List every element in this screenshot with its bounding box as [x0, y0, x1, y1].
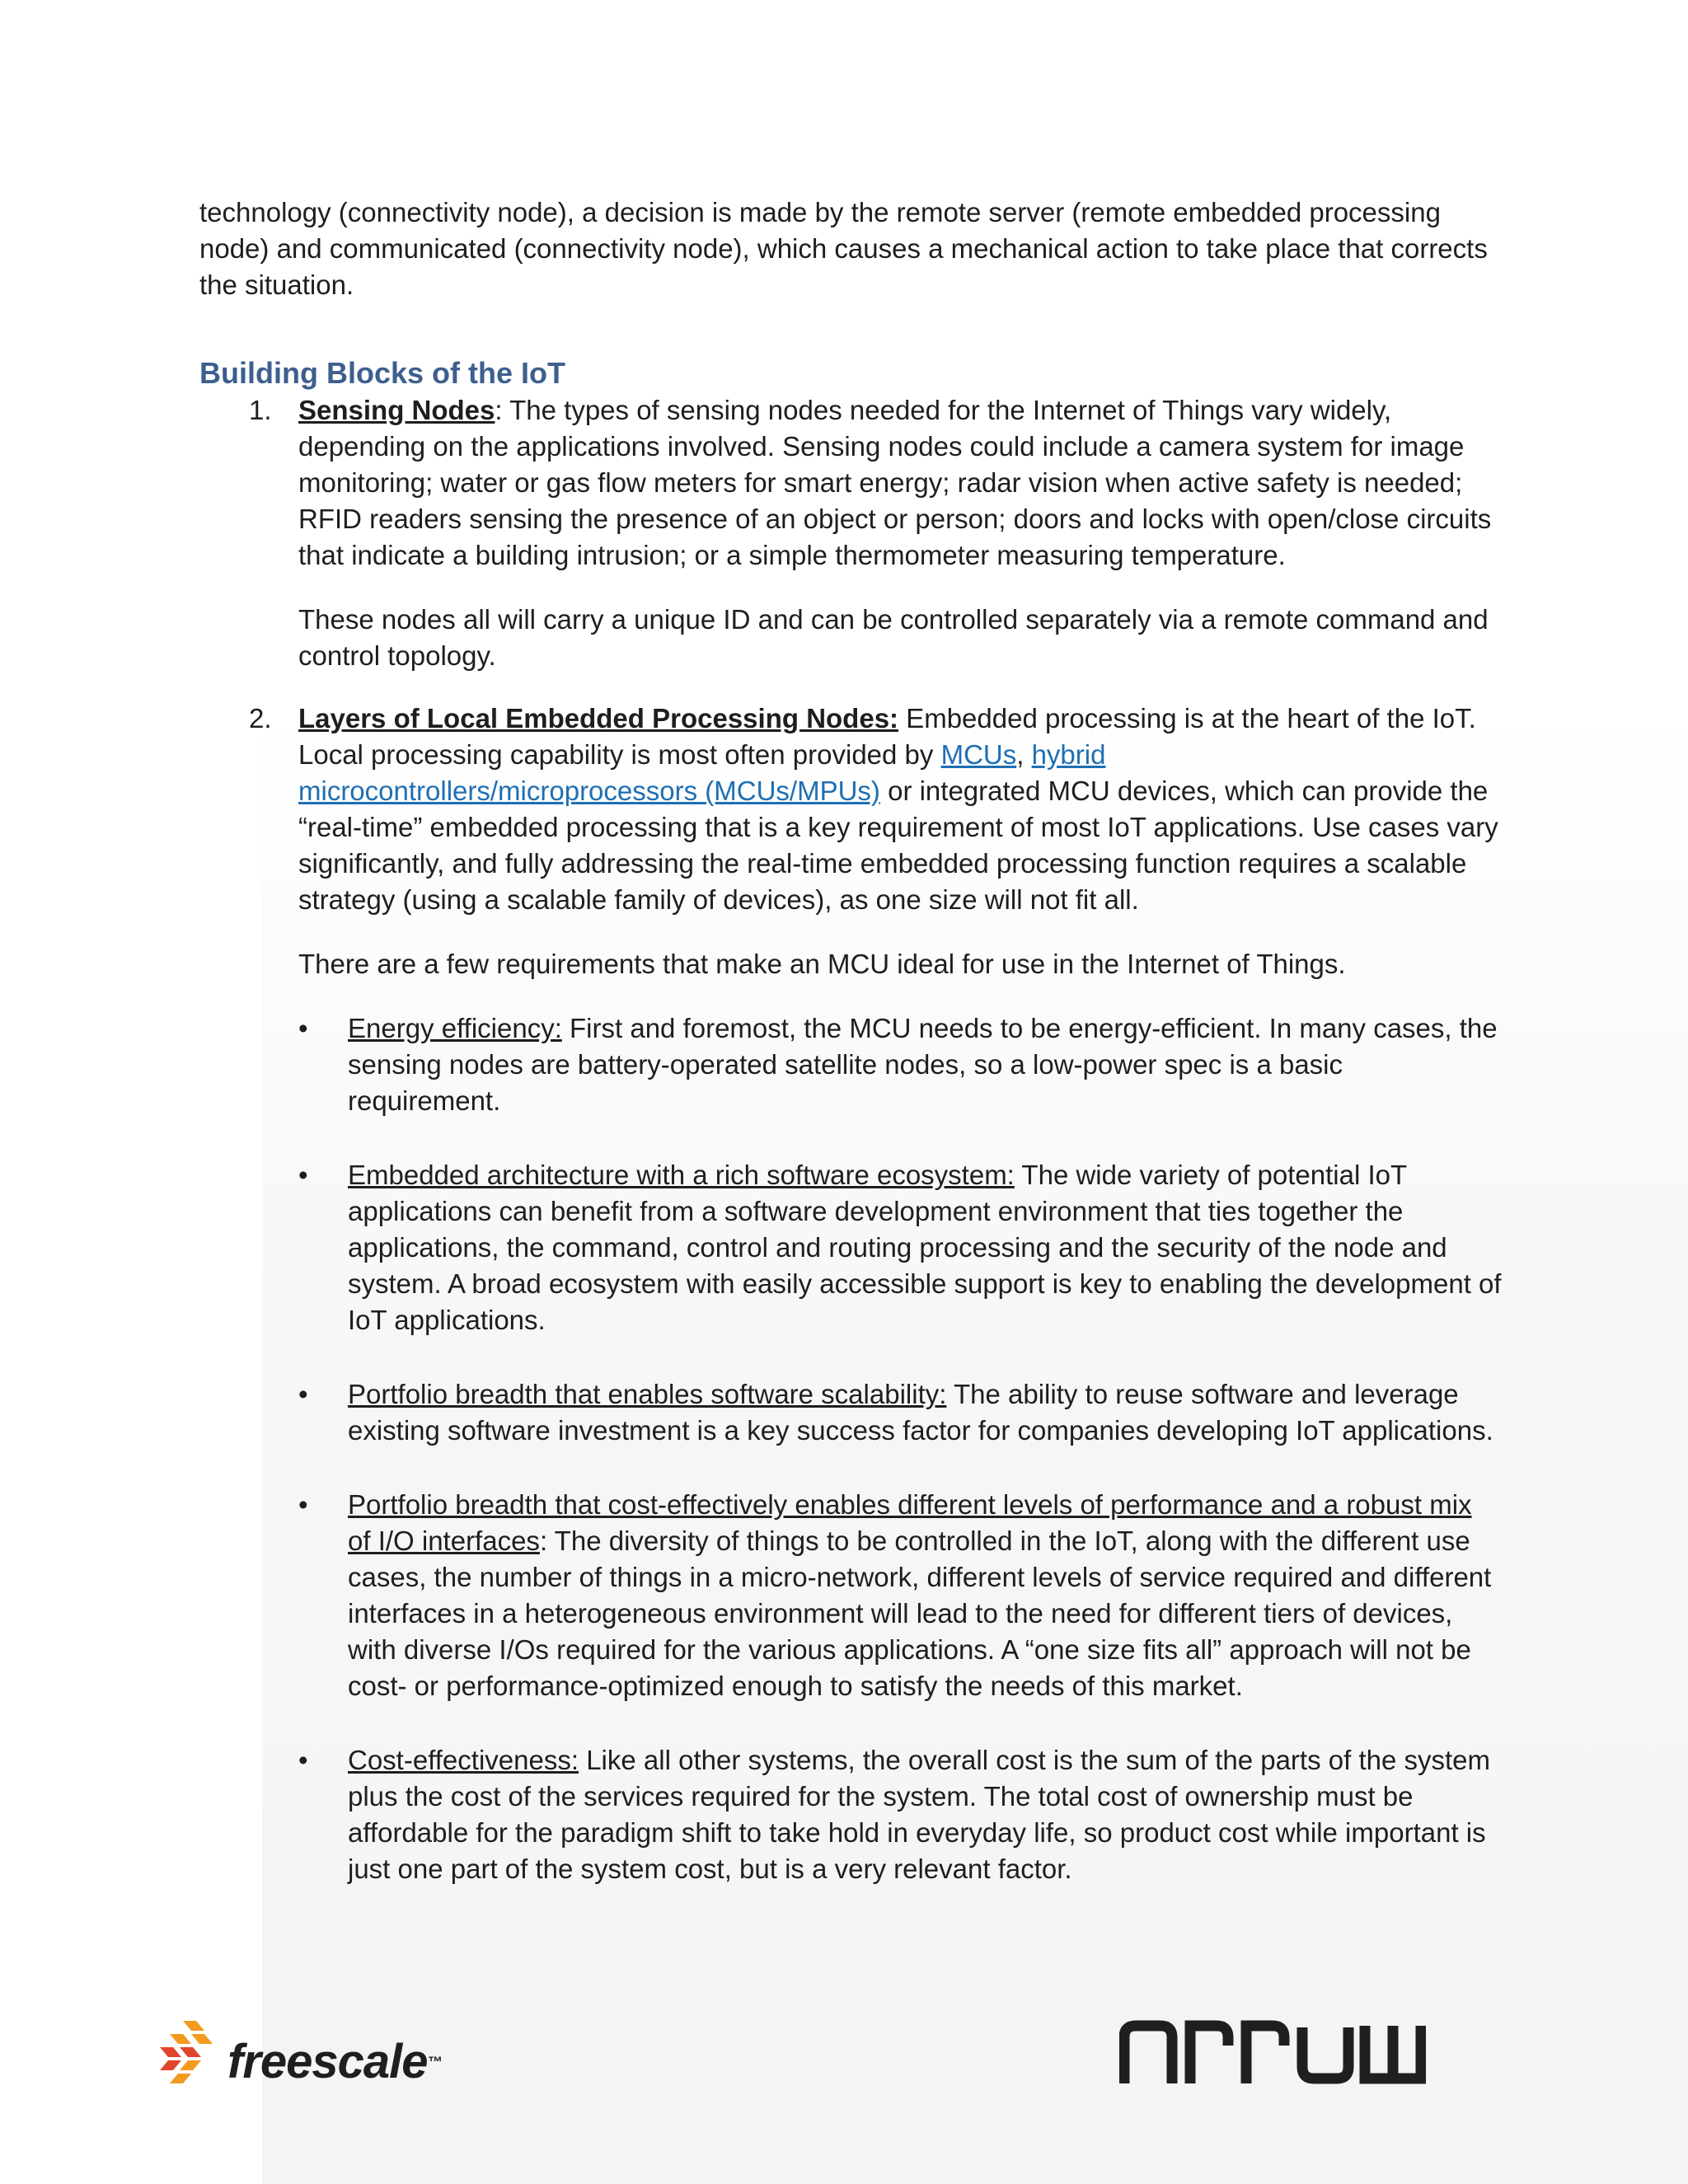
bullet-text: Like all other systems, the overall cost is the sum of the parts of the system plus the cost of the services required for the system. The total cost of ownership must be affordable for the paradigm shift to take hold in everyday life, so product cost while important is just one part of the system cost, but is a very relevant factor. — [348, 1745, 1490, 1884]
bullet-icon: • — [298, 1160, 308, 1190]
list-number: 2. — [249, 703, 272, 733]
freescale-wordmark: freescale™ — [227, 2035, 442, 2088]
bullet-text: : The diversity of things to be controlled in the IoT, along with the different use cases, the number of things in a micro-network, different levels of service required and different interfaces in a heterogeneous environment will lead to the need for different tiers of devices, with diverse I/Os required for the various applications. A “one size fits all” approach will not be cost- or performance-optimized enough to satisfy the needs of this market. — [348, 1526, 1492, 1701]
bullet-item — [298, 1742, 1502, 1887]
embedded-processing-text-a: Embedded processing is at the heart of the IoT. Local processing capability is most often provided by — [298, 703, 1476, 770]
bullet-term: Embedded architecture with a rich software ecosystem: — [348, 1160, 1015, 1190]
bullet-icon: • — [298, 1489, 308, 1520]
embedded-processing-term: Layers of Local Embedded Processing Nodes: — [298, 703, 899, 733]
bullet-text: First and foremost, the MCU needs to be energy-efficient. In many cases, the sensing nodes are battery-operated satellite nodes, so a low-power spec is a basic requirement. — [348, 1013, 1498, 1116]
sensing-nodes-paragraph-2: These nodes all will carry a unique ID and can be controlled separately via a remote command and control topology. — [298, 604, 1489, 671]
bullet-text: The wide variety of potential IoT applications can benefit from a software development environment that ties together the applications, the command, control and routing processing and the security of the node and system. A broad ecosystem with easily accessible support is key to enabling the development of IoT applications. — [348, 1160, 1502, 1335]
sensing-nodes-text: : The types of sensing nodes needed for the Internet of Things vary widely, depending on the applications involved. Sensing nodes could include a camera system for image monitoring; water or gas flow meters for smart energy; radar vision when active safety is needed; RFID readers sensing the presence of an object or person; doors and locks with open/close circuits that indicate a building intrusion; or a simple thermometer measuring temperature. — [298, 395, 1492, 570]
freescale-chevron-icon — [158, 2019, 232, 2102]
sensing-nodes-term: Sensing Nodes — [298, 395, 495, 425]
bullet-term: Cost-effectiveness: — [348, 1745, 579, 1775]
bullet-item — [298, 1487, 1502, 1704]
bullet-text: The ability to reuse software and leverage existing software investment is a key success factor for companies developing IoT applications. — [348, 1379, 1493, 1446]
bullet-item — [298, 1157, 1502, 1338]
sensing-nodes-paragraph — [298, 392, 1502, 574]
requirements-bullet-list — [298, 1010, 1502, 1887]
section-heading: Building Blocks of the IoT — [199, 356, 565, 390]
embedded-processing-text-b: or integrated MCU devices, which can provide the “real-time” embedded processing that is a key requirement of most IoT applications. Use cases vary significantly, and fully addressing the real-time embedded processing function requires a scalable strategy (using a scalable family of devices), as one size will not fit all. — [298, 776, 1498, 915]
list-number: 1. — [249, 395, 272, 425]
mcu-requirements-intro: There are a few requirements that make an MCU ideal for use in the Internet of Things. — [298, 949, 1346, 979]
bullet-icon: • — [298, 1013, 308, 1043]
bullet-term: Portfolio breadth that enables software scalability: — [348, 1379, 947, 1409]
list-item-sensing-nodes — [199, 392, 1502, 674]
document-body — [199, 194, 1502, 1887]
intro-paragraph: technology (connectivity node), a decision is made by the remote server (remote embedded processing node) and communicated (connectivity node), which causes a mechanical action to take place that corrects the situation. — [199, 197, 1488, 300]
bullet-item — [298, 1376, 1502, 1449]
list-item-embedded-processing — [199, 701, 1502, 1887]
bullet-icon: • — [298, 1745, 308, 1775]
arrow-logo — [1119, 2019, 1426, 2085]
bullet-term: Energy efficiency: — [348, 1013, 562, 1043]
embedded-processing-paragraph — [298, 701, 1502, 918]
bullet-icon: • — [298, 1379, 308, 1409]
bullet-term: Portfolio breadth that cost-effectively enables different levels of performance and a robust mix of I/O interfaces — [348, 1489, 1472, 1556]
mcus-link[interactable]: MCUs — [940, 739, 1017, 770]
hybrid-mcus-mpus-link[interactable]: hybrid microcontrollers/microprocessors (MCUs/MPUs) — [298, 739, 1106, 806]
link-separator: , — [1016, 739, 1032, 770]
bullet-item — [298, 1010, 1502, 1119]
freescale-logo — [158, 2019, 471, 2102]
